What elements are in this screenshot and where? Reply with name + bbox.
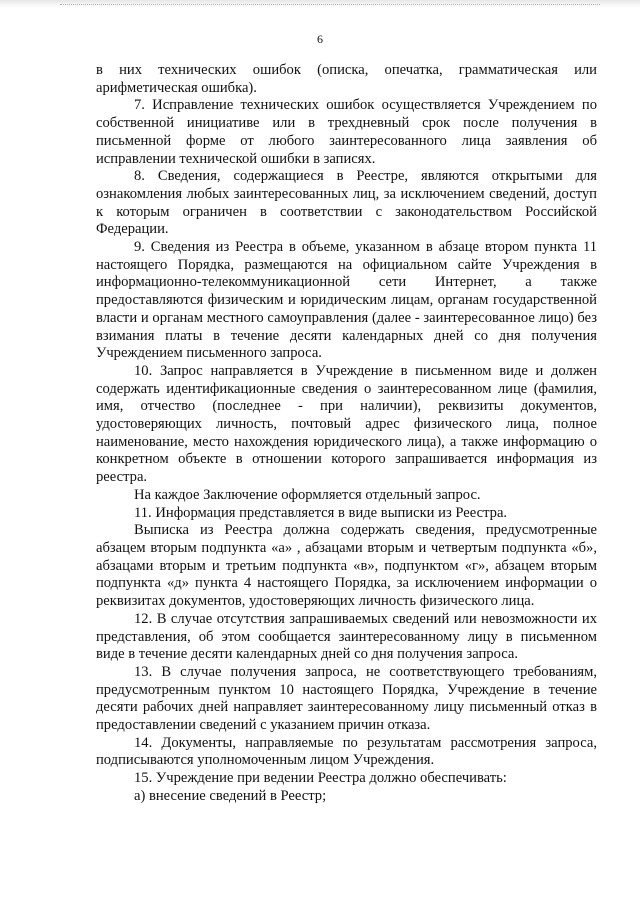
paragraph-14: 14. Документы, направляемые по результатам рассмотрения запроса, подписываются уполномоченным лицом Учреждения. <box>96 734 597 769</box>
paragraph-continuation: в них технических ошибок (описка, опечатка, грамматическая или арифметическая ошибка). <box>96 62 597 96</box>
document-body <box>96 62 597 806</box>
paragraph-13: 13. В случае получения запроса, не соответствующего требованиям, предусмотренным пунктом 10 настоящего Порядка, Учреждение в течение десяти рабочих дней направляет заинтересованному лицу письменный отказ в предоставлении сведений с указанием причин отказа. <box>96 663 597 734</box>
paragraph-7: 7. Исправление технических ошибок осуществляется Учреждением по собственной инициативе или в трехдневный срок после получения в письменной форме от любого заинтересованного лица заявления об исправлении технической ошибки в записях. <box>96 97 597 167</box>
paragraph-8: 8. Сведения, содержащиеся в Реестре, являются открытыми для ознакомления любых заинтересованных лиц, за исключением сведений, доступ к которым ограничен в соответствии с законодательством Российской Федерации. <box>96 168 597 238</box>
paragraph-15: 15. Учреждение при ведении Реестра должно обеспечивать: <box>134 770 507 787</box>
paragraph-11-extract: Выписка из Реестра должна содержать сведения, предусмотренные абзацем вторым подпункта «а» , абзацами вторым и четвертым подпункта «б», абзацами вторым и третьим подпункта «в», подпунктом «г», абзацем вторым подпункта «д» пункта 4 настоящего Порядка, за исключением информации о реквизитах документов, удостоверяющих личность физического лица. <box>96 522 597 610</box>
paragraph-15-a: а) внесение сведений в Реестр; <box>134 787 327 804</box>
paragraph-11: 11. Информация представляется в виде выписки из Реестра. <box>134 504 508 521</box>
paragraph-12: 12. В случае отсутствия запрашиваемых сведений или невозможности их представления, об этом сообщается заинтересованному лицу в письменном виде в течение десяти календарных дней со дня получения запроса. <box>96 610 597 663</box>
page-number: 6 <box>317 32 323 46</box>
paragraph-10: 10. Запрос направляется в Учреждение в письменном виде и должен содержать идентификационные сведения о заинтересованном лице (фамилия, имя, отчество (последнее - при наличии), реквизиты документов, удостоверяющих личность, почтовый адрес физического лица, полное наименование, место нахождения юридического лица), а также информацию о конкретном объекте в отношении которого запрашивается информация из реестра. <box>96 362 597 486</box>
scan-top-edge <box>0 0 640 8</box>
paragraph-9: 9. Сведения из Реестра в объеме, указанном в абзаце втором пункта 11 настоящего Порядка, размещаются на официальном сайте Учреждения в информационно-телекоммуникационной сети Интернет, а также предоставляются физическим и юридическим лицам, органам государственной власти и органам местного самоуправления (далее - заинтересованное лицо) без взимания платы в течение десяти календарных дней со дня получения Учреждением письменного запроса. <box>96 239 597 362</box>
paragraph-10-note: На каждое Заключение оформляется отдельный запрос. <box>134 486 481 503</box>
